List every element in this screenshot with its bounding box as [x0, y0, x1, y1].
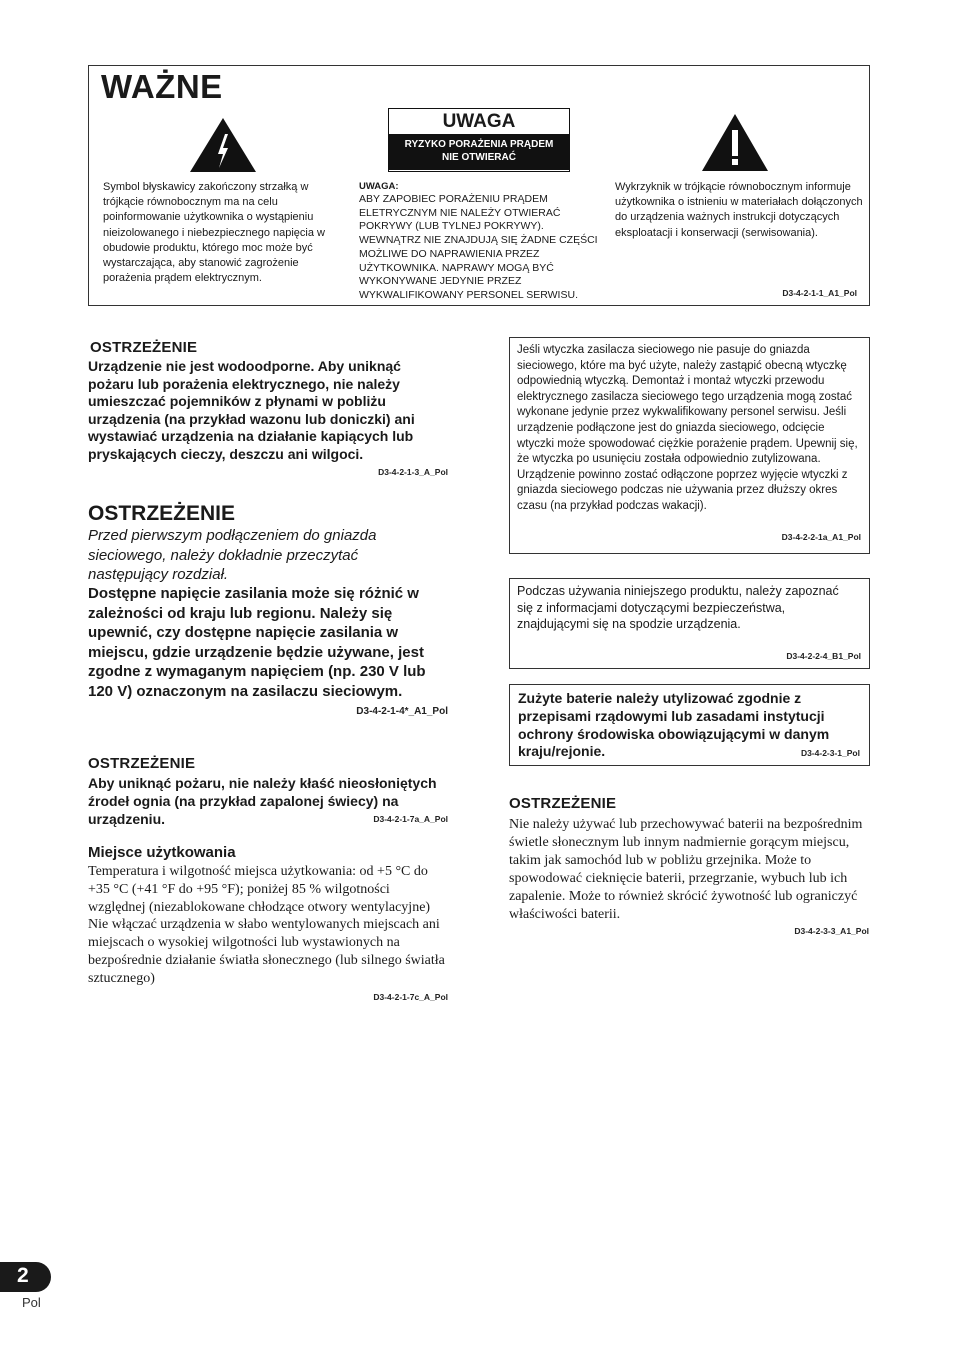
- warning-2-code: D3-4-2-1-4*_A1_Pol: [356, 706, 448, 717]
- usage-place-code: D3-4-2-1-7c_A_Pol: [373, 992, 448, 1002]
- lightning-symbol-description: Symbol błyskawicy zakończony strzałką w trójkącie równobocznym ma na celu poinformowanie użytkownika o wystąpieniu nieizolowanego i niebezpiecznego napięcia w obudowie produktu, którego moc może być wystarczająca, aby stanowić zagrożenie porażenia prądem elektrycznym.: [103, 181, 325, 285]
- lightning-warning-icon: [188, 116, 258, 174]
- plug-replacement-code: D3-4-2-2-1a_A1_Pol: [781, 532, 861, 542]
- warning-1-title: OSTRZEŻENIE: [90, 339, 198, 356]
- warning-4-code: D3-4-2-3-3_A1_Pol: [794, 926, 869, 936]
- exclamation-symbol-description: Wykrzyknik w trójkącie równobocznym informuje użytkownika o istnieniu w materiałach dołączonych do urządzenia ważnych instrukcji dotyczących eksploatacji i konserwacji (serwisowania).: [615, 181, 863, 239]
- uwaga-label-block: [388, 108, 570, 172]
- usage-place-title: Miejsce użytkowania: [88, 844, 236, 861]
- uwaga-label-subtitle: RYZYKO PORAŻENIA PRĄDEM NIE OTWIERAĆ: [389, 134, 569, 170]
- page-number: 2: [17, 1264, 29, 1287]
- battery-disposal-code: D3-4-2-3-1_Pol: [800, 748, 860, 758]
- important-title: WAŻNE: [101, 68, 223, 105]
- warning-2-title: OSTRZEŻENIE: [88, 502, 236, 525]
- uwaga-label-title: UWAGA: [442, 111, 516, 132]
- warning-3-text: Aby uniknąć pożaru, nie należy kłaść nieosłoniętych źrodeł ognia (na przykład zapalonej świecy) na urządzeniu.: [88, 775, 437, 827]
- usage-place-text: Temperatura i wilgotność miejsca użytkowania: od +5 °C do +35 °C (+41 °F do +95 °F); poniżej 85 % wilgotności względnej (niezablokowane chłodzące otwory wentylacyjne) Nie włączać urządzenia w słabo wentylowanych miejscach ani miejscach o wysokiej wilgotności lub wystawionych na bezpośrednie działanie światła słonecznego (lub silnego światła sztucznego): [88, 864, 445, 986]
- warning-3-title: OSTRZEŻENIE: [88, 755, 196, 772]
- important-box: [88, 65, 870, 306]
- battery-disposal-text: Zużyte baterie należy utylizować zgodnie z przepisami rządowymi lub zasadami instytucji ochrony środowiska obowiązującymi w danym kraju/rejonie.: [518, 690, 830, 760]
- battery-disposal-box: [509, 684, 870, 766]
- plug-replacement-text: Jeśli wtyczka zasilacza sieciowego nie pasuje do gniazda sieciowego, które ma być użyte, należy zastąpić obecną wtyczkę odpowiednią wtyczką. Demontaż i montaż wtyczki przewodu elektrycznego zasilacza sieciowego tego urządzenia mogą zostać wykonane jedynie przez wykwalifikowany personel serwisu. Jeśli urządzenie podłączone jest do gniazda sieciowego, odcięcie wtyczki może spowodować ciężkie porażenie prądem. Upewnij się, że wtyczka po usunięciu została odpowiednio zutylizowana. Urządzenie powinno zostać odłączone poprzez wyjęcie wtyczki z gniazda sieciowego podczas nie używania przez dłuższy okres czasu (na przykład podczas wakacji).: [517, 344, 858, 512]
- warning-4-text: Nie należy używać lub przechowywać baterii na bezpośrednim świetle słonecznym lub innym nadmiernie gorącym miejscu, takim jak samochód lub w pobliżu grzejnika. Może to spowodować cieknięcie baterii, przegrzanie, wybuch lub ich zapalenie. Może to również skrócić żywotność lub ograniczyć właściwości baterii.: [509, 817, 863, 923]
- plug-replacement-box: [509, 337, 870, 554]
- warning-2-italic: Przed pierwszym podłączeniem do gniazda sieciowego, należy dokładnie przeczytać następujący rozdział.: [88, 527, 377, 584]
- safety-info-code: D3-4-2-2-4_B1_Pol: [786, 651, 861, 661]
- caution-label: UWAGA:: [359, 181, 399, 192]
- safety-info-text: Podczas używania niniejszego produktu, należy zapoznać się z informacjami dotyczącymi bezpieczeństwa, znajdującymi się na spodzie urządzenia.: [517, 584, 839, 631]
- warning-1-code: D3-4-2-1-3_A_Pol: [378, 467, 448, 477]
- warning-1-text: Urządzenie nie jest wodoodporne. Aby uniknąć pożaru lub porażenia elektrycznego, nie należy umieszczać pojemników z płynami w pobliżu urządzenia (na przykład wazonu lub doniczki) ani wystawiać urządzenia na działanie kapiących lub pryskających cieczy, deszczu ani wilgoci.: [88, 358, 415, 462]
- exclamation-warning-icon: [700, 112, 770, 173]
- warning-4-title: OSTRZEŻENIE: [509, 795, 617, 812]
- reference-code: D3-4-2-1-1_A1_Pol: [782, 288, 857, 298]
- safety-info-box: [509, 578, 870, 669]
- warning-3-code: D3-4-2-1-7a_A_Pol: [373, 814, 448, 824]
- warning-2-bold: Dostępne napięcie zasilania może się różnić w zależności od kraju lub regionu. Należy się upewnić, czy dostępne napięcie zasilania w miejscu, gdzie urządzenie będzie używane, jest zgodne z wymaganym napięciem (np. 230 V lub 120 V) oznaczonym na zasilaczu sieciowym.: [88, 585, 426, 700]
- caution-text: ABY ZAPOBIEC PORAŻENIU PRĄDEM ELETRYCZNYM NIE NALEŻY OTWIERAĆ POKRYWY (LUB TYLNEJ POKRYWY). WEWNĄTRZ NIE ZNAJDUJĄ SIĘ ŻADNE CZĘŚCI MOŻLIWE DO NAPRAWIENIA PRZEZ UŻYTKOWNIKA. NAPRAWY MOGĄ BYĆ WYKONYWANE JEDYNIE PRZEZ WYKWALIFIKOWANY PERSONEL SERWISU.: [359, 193, 598, 301]
- language-label: Pol: [22, 1295, 41, 1310]
